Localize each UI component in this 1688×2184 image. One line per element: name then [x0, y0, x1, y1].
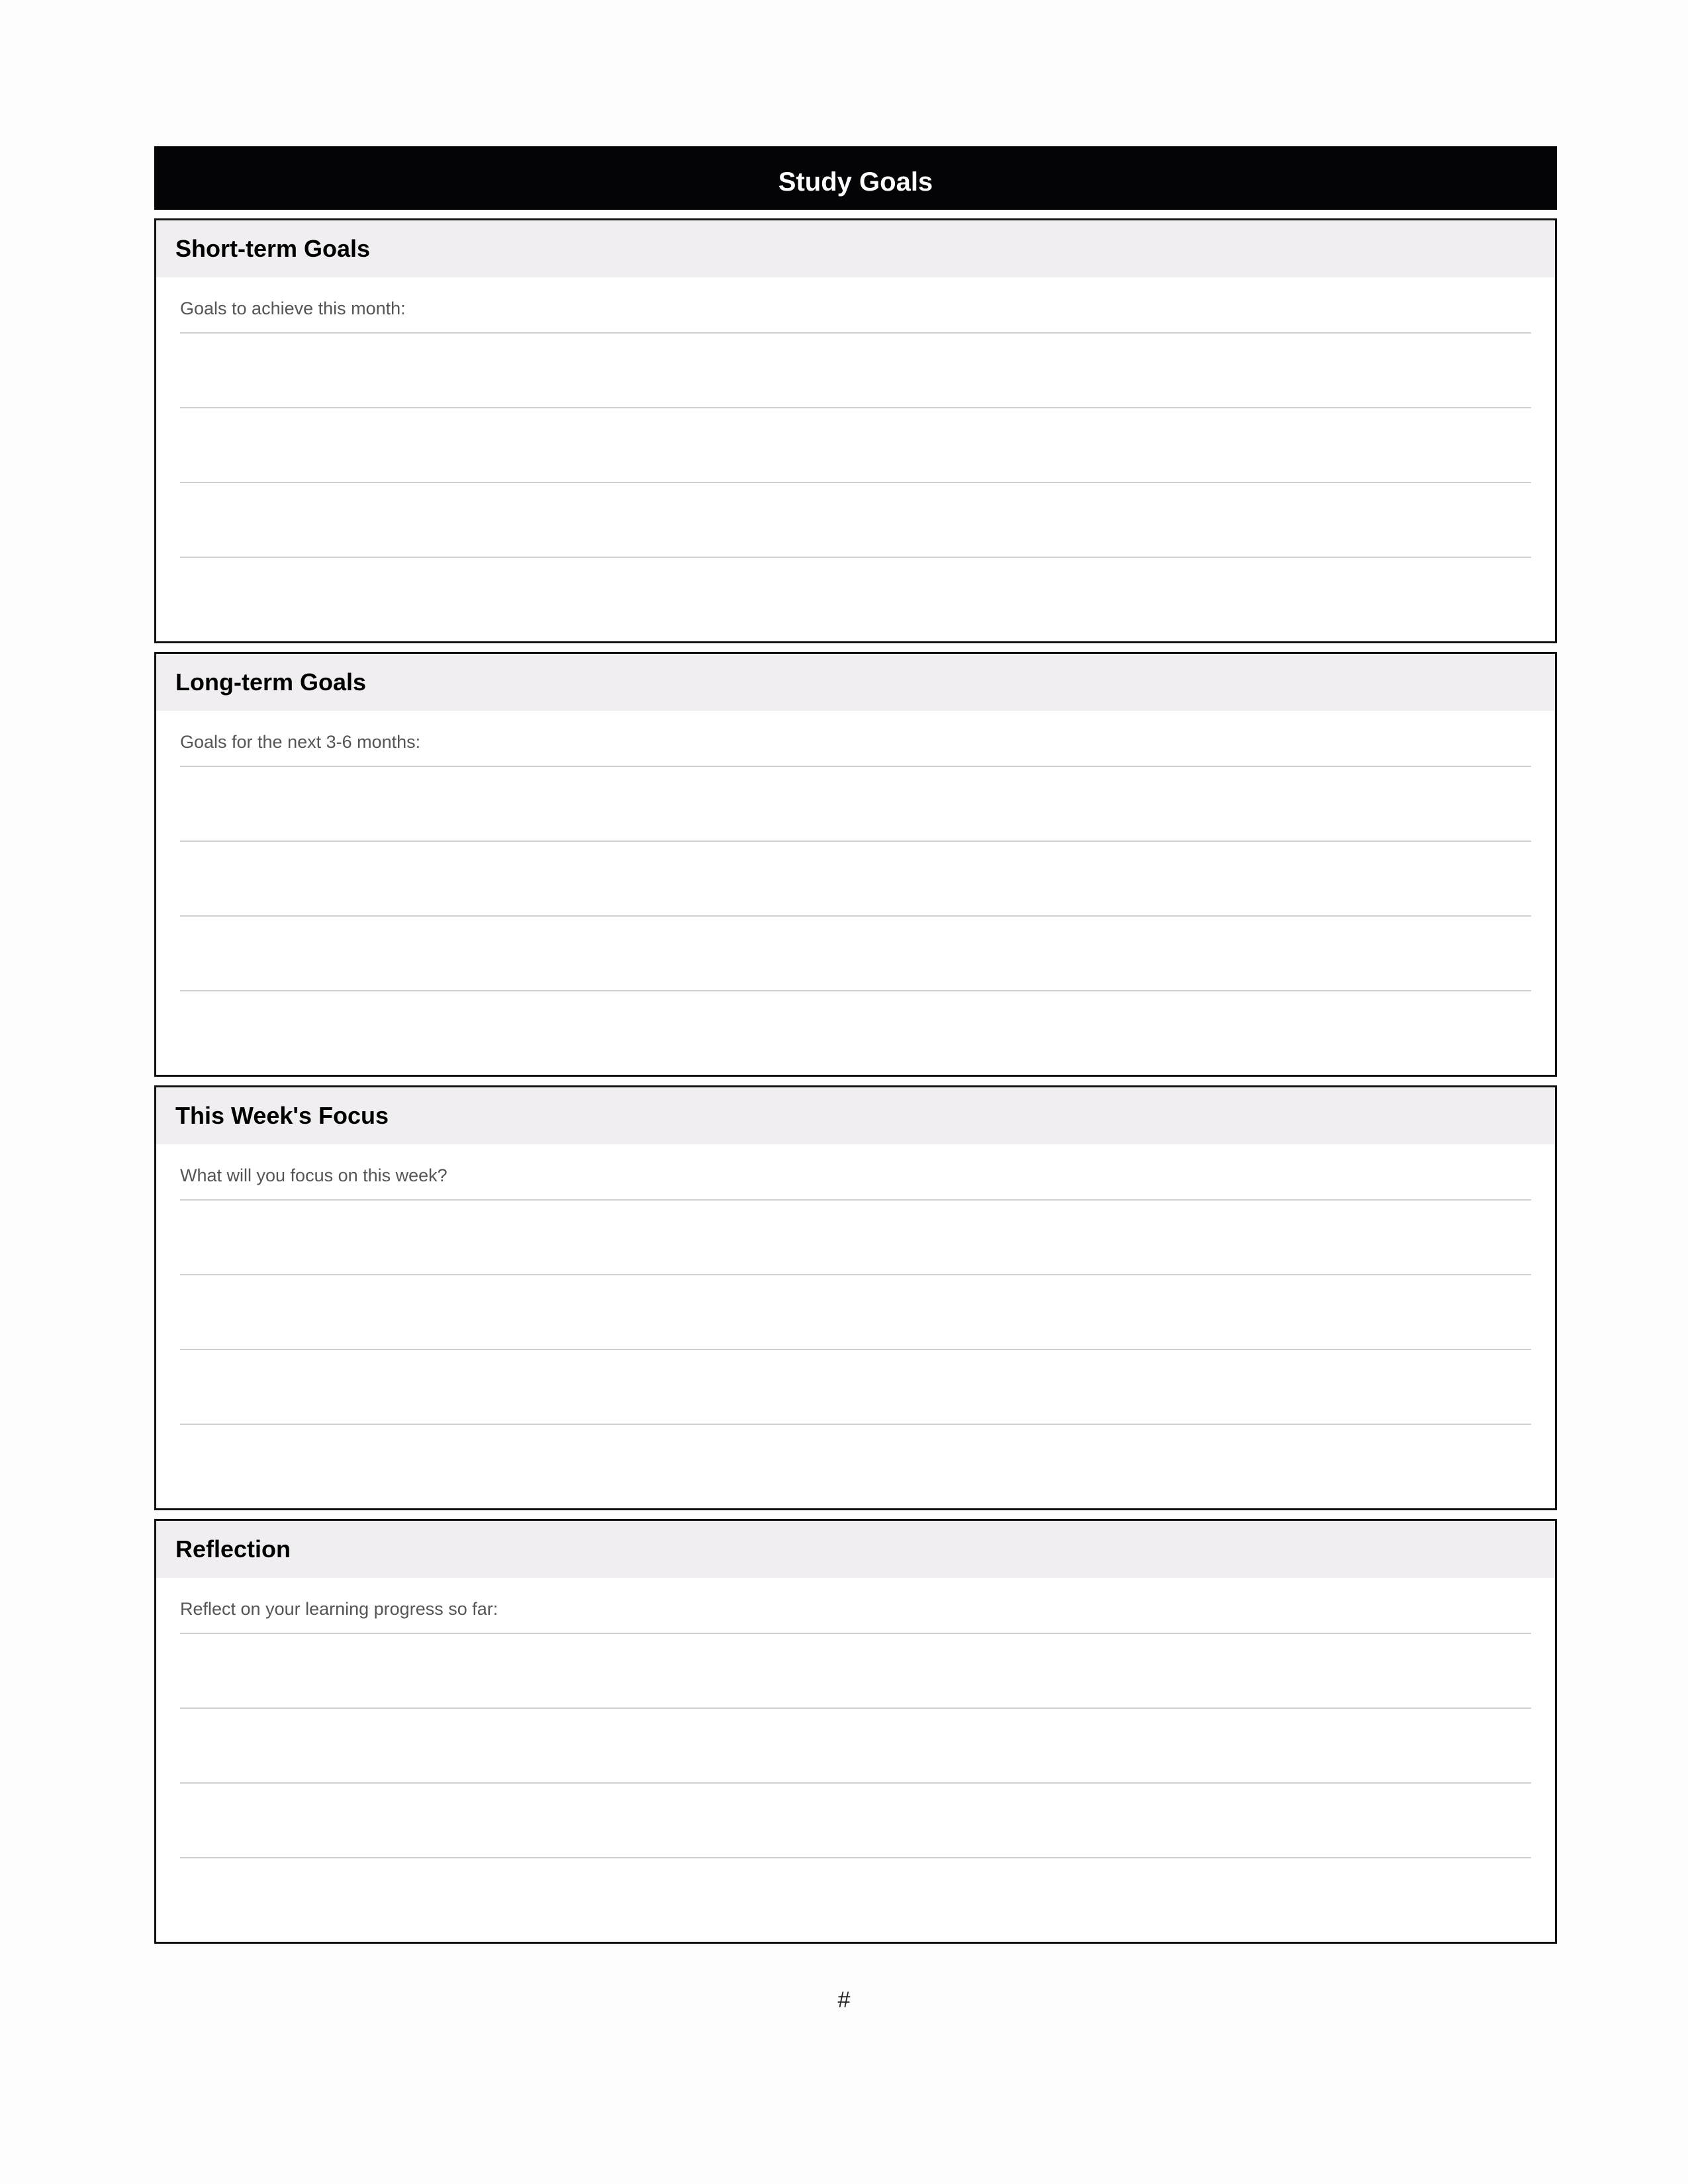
page-number: #	[837, 1987, 851, 2013]
section-this-weeks-focus	[154, 1085, 1557, 1510]
writing-line[interactable]	[180, 766, 1531, 841]
section-prompt: Goals for the next 3-6 months:	[180, 732, 421, 752]
writing-line[interactable]	[180, 482, 1531, 557]
section-heading: Reflection	[156, 1521, 1555, 1578]
section-long-term-goals	[154, 652, 1557, 1077]
writing-line[interactable]	[180, 1424, 1531, 1498]
writing-line[interactable]	[180, 557, 1531, 631]
section-body	[156, 277, 1555, 631]
section-heading: This Week's Focus	[156, 1087, 1555, 1144]
writing-line[interactable]	[180, 841, 1531, 915]
writing-line[interactable]	[180, 1782, 1531, 1857]
writing-line[interactable]	[180, 1857, 1531, 1932]
writing-line[interactable]	[180, 915, 1531, 990]
section-prompt: Goals to achieve this month:	[180, 298, 406, 318]
section-heading: Short-term Goals	[156, 220, 1555, 277]
section-heading: Long-term Goals	[156, 654, 1555, 711]
section-short-term-goals	[154, 218, 1557, 643]
section-prompt: What will you focus on this week?	[180, 1165, 447, 1185]
writing-line[interactable]	[180, 1633, 1531, 1707]
writing-line[interactable]	[180, 990, 1531, 1065]
study-goals-sheet	[154, 146, 1557, 1952]
writing-line[interactable]	[180, 1707, 1531, 1782]
section-body	[156, 1144, 1555, 1498]
page-title: Study Goals	[154, 146, 1557, 210]
section-body	[156, 711, 1555, 1065]
writing-line[interactable]	[180, 332, 1531, 407]
section-body	[156, 1578, 1555, 1932]
section-reflection	[154, 1519, 1557, 1944]
writing-line[interactable]	[180, 407, 1531, 482]
writing-line[interactable]	[180, 1199, 1531, 1274]
writing-line[interactable]	[180, 1349, 1531, 1424]
section-prompt: Reflect on your learning progress so far:	[180, 1599, 498, 1619]
writing-line[interactable]	[180, 1274, 1531, 1349]
